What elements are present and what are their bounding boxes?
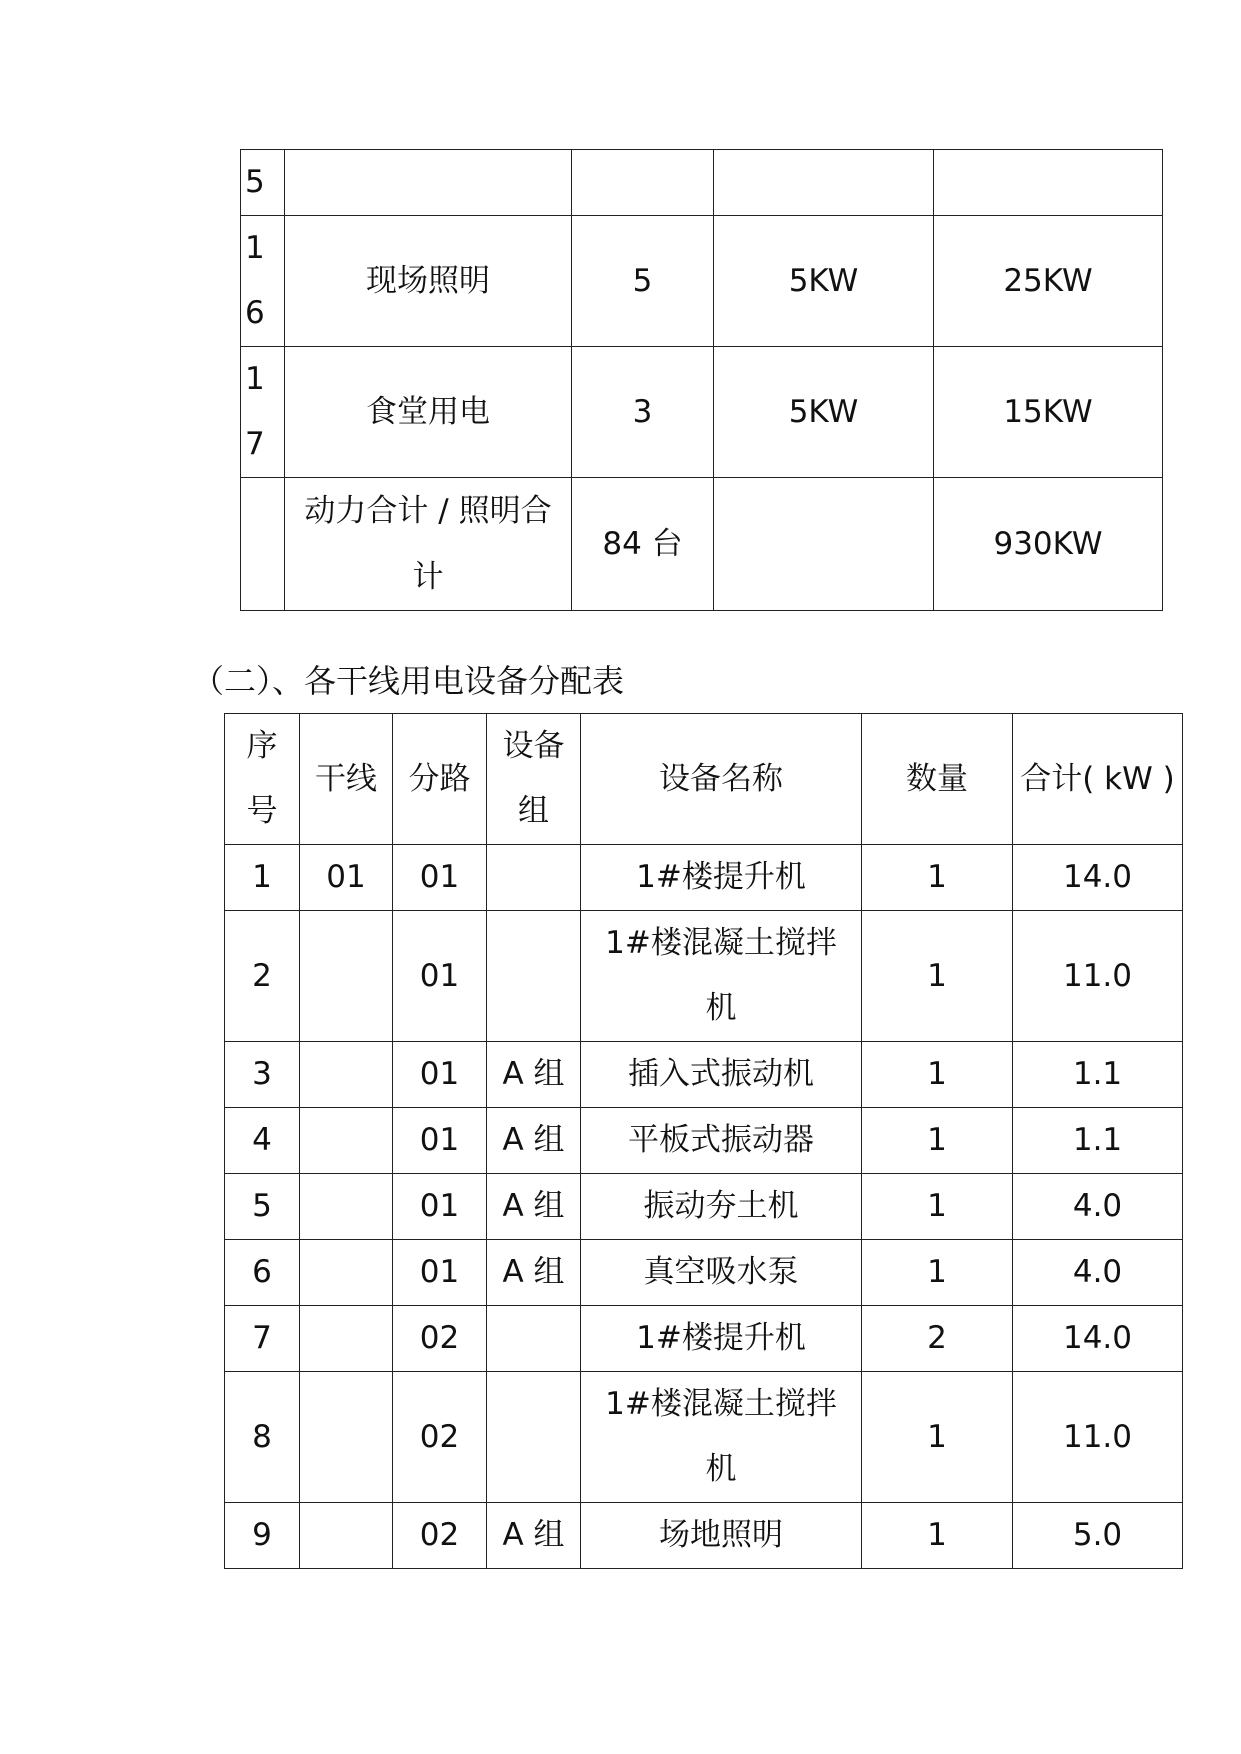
quantity-cell: 1 [862, 845, 1013, 911]
table-row [225, 911, 1183, 1042]
equipment-name-cell: 插入式振动机 [581, 1042, 862, 1108]
seq-cell: 5 [241, 150, 285, 216]
quantity-cell: 1 [862, 1108, 1013, 1174]
quantity-cell: 3 [572, 347, 714, 478]
header-seq: 序号 [225, 714, 300, 845]
equipment-summary-table [240, 149, 1163, 611]
total-power-cell: 25KW [934, 216, 1163, 347]
group-cell [487, 1306, 581, 1372]
group-cell: A 组 [487, 1503, 581, 1569]
seq-cell: 8 [225, 1372, 300, 1503]
table-row [225, 1306, 1183, 1372]
equipment-name-cell: 振动夯土机 [581, 1174, 862, 1240]
seq-cell: 7 [225, 1306, 300, 1372]
total-cell: 11.0 [1013, 1372, 1183, 1503]
quantity-cell: 1 [862, 1240, 1013, 1306]
branch-cell: 01 [393, 911, 487, 1042]
group-cell [487, 845, 581, 911]
group-cell: A 组 [487, 1240, 581, 1306]
table-row [225, 1174, 1183, 1240]
quantity-cell: 1 [862, 1503, 1013, 1569]
header-group: 设备组 [487, 714, 581, 845]
table-row [225, 1042, 1183, 1108]
trunk-cell [300, 1174, 393, 1240]
header-row [225, 714, 1183, 845]
trunk-cell [300, 1372, 393, 1503]
seq-cell: 3 [225, 1042, 300, 1108]
table-row [225, 845, 1183, 911]
unit-power-cell [714, 478, 934, 611]
unit-power-cell [714, 150, 934, 216]
seq-cell: 9 [225, 1503, 300, 1569]
trunk-cell [300, 911, 393, 1042]
header-name: 设备名称 [581, 714, 862, 845]
total-cell: 14.0 [1013, 845, 1183, 911]
quantity-cell [572, 150, 714, 216]
table-row [241, 216, 1163, 347]
trunk-cell [300, 1503, 393, 1569]
header-total: 合计( kW ) [1013, 714, 1183, 845]
table-row [241, 347, 1163, 478]
header-trunk: 干线 [300, 714, 393, 845]
seq-cell: 4 [225, 1108, 300, 1174]
seq-cell [241, 478, 285, 611]
branch-cell: 02 [393, 1306, 487, 1372]
equipment-name-cell: 1#楼混凝土搅拌机 [581, 1372, 862, 1503]
group-cell [487, 1372, 581, 1503]
equipment-name-cell: 食堂用电 [285, 347, 572, 478]
quantity-cell: 1 [862, 1042, 1013, 1108]
quantity-cell: 84 台 [572, 478, 714, 611]
trunk-cell [300, 1042, 393, 1108]
group-cell: A 组 [487, 1174, 581, 1240]
branch-cell: 01 [393, 1042, 487, 1108]
group-cell [487, 911, 581, 1042]
equipment-name-cell: 真空吸水泵 [581, 1240, 862, 1306]
total-power-cell [934, 150, 1163, 216]
seq-cell: 16 [241, 216, 285, 347]
quantity-cell: 2 [862, 1306, 1013, 1372]
branch-cell: 01 [393, 1108, 487, 1174]
equipment-name-cell: 1#楼提升机 [581, 1306, 862, 1372]
branch-cell: 01 [393, 845, 487, 911]
table-row [225, 1372, 1183, 1503]
quantity-cell: 5 [572, 216, 714, 347]
quantity-cell: 1 [862, 1174, 1013, 1240]
trunk-cell [300, 1306, 393, 1372]
equipment-name-cell: 现场照明 [285, 216, 572, 347]
seq-cell: 5 [225, 1174, 300, 1240]
group-cell: A 组 [487, 1042, 581, 1108]
trunk-allocation-table [224, 713, 1183, 1569]
equipment-name-cell: 1#楼提升机 [581, 845, 862, 911]
equipment-name-cell: 1#楼混凝土搅拌机 [581, 911, 862, 1042]
branch-cell: 02 [393, 1372, 487, 1503]
equipment-name-cell: 场地照明 [581, 1503, 862, 1569]
quantity-cell: 1 [862, 1372, 1013, 1503]
branch-cell: 02 [393, 1503, 487, 1569]
total-cell: 1.1 [1013, 1108, 1183, 1174]
totals-row [241, 478, 1163, 611]
branch-cell: 01 [393, 1174, 487, 1240]
section-heading: （二）、各干线用电设备分配表 [192, 662, 625, 700]
header-qty: 数量 [862, 714, 1013, 845]
total-cell: 5.0 [1013, 1503, 1183, 1569]
total-cell: 1.1 [1013, 1042, 1183, 1108]
table-row [225, 1503, 1183, 1569]
trunk-cell [300, 1108, 393, 1174]
seq-cell: 6 [225, 1240, 300, 1306]
table-row [225, 1108, 1183, 1174]
seq-cell: 17 [241, 347, 285, 478]
total-cell: 11.0 [1013, 911, 1183, 1042]
seq-cell: 1 [225, 845, 300, 911]
total-cell: 4.0 [1013, 1240, 1183, 1306]
equipment-name-cell: 平板式振动器 [581, 1108, 862, 1174]
total-cell: 14.0 [1013, 1306, 1183, 1372]
unit-power-cell: 5KW [714, 216, 934, 347]
seq-cell: 2 [225, 911, 300, 1042]
quantity-cell: 1 [862, 911, 1013, 1042]
trunk-cell: 01 [300, 845, 393, 911]
branch-cell: 01 [393, 1240, 487, 1306]
total-power-cell: 15KW [934, 347, 1163, 478]
table-row [225, 1240, 1183, 1306]
total-cell: 4.0 [1013, 1174, 1183, 1240]
unit-power-cell: 5KW [714, 347, 934, 478]
group-cell: A 组 [487, 1108, 581, 1174]
equipment-name-cell [285, 150, 572, 216]
header-branch: 分路 [393, 714, 487, 845]
trunk-cell [300, 1240, 393, 1306]
total-power-cell: 930KW [934, 478, 1163, 611]
table-row [241, 150, 1163, 216]
totals-label-cell: 动力合计 / 照明合计 [285, 478, 572, 611]
